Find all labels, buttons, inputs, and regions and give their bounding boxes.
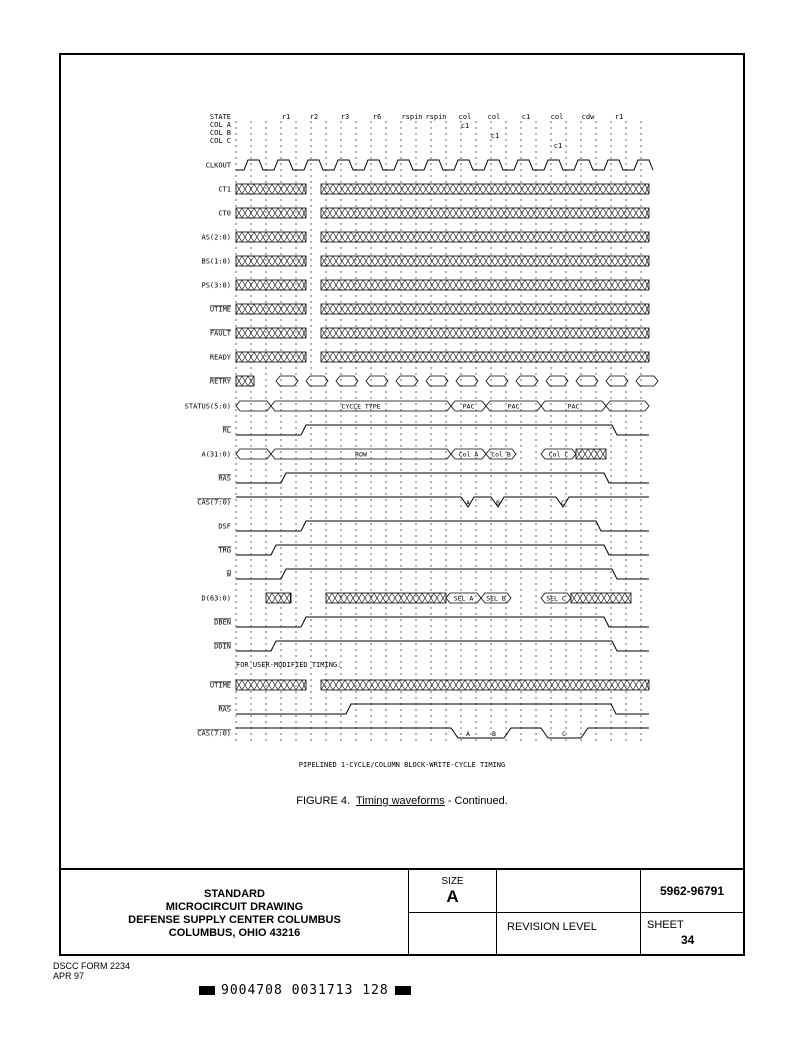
barcode-text: 9004708 0031713 128 (221, 983, 389, 998)
state-value: c1 (521, 113, 531, 121)
col-a-mark: c1 (460, 122, 470, 130)
retry-bus (486, 376, 508, 386)
signal-20-waveform (236, 641, 649, 651)
retry-bus (606, 376, 628, 386)
data-sel-b-label: SEL B (486, 594, 506, 603)
signal-label: TRG (218, 546, 231, 555)
barcode-block-right (395, 986, 411, 995)
user-signal-label: CAS(7:0) (197, 729, 231, 738)
state-label: STATE (209, 113, 231, 121)
cas-b: B (496, 499, 500, 507)
user-cas-b: B (492, 730, 496, 738)
state-value: r6 (372, 113, 382, 121)
user-signal-label: UTIME (209, 681, 231, 690)
cas-c: C (561, 499, 565, 507)
state-value: r1 (281, 113, 291, 121)
status-cycle-type-label: CYCLE TYPE (341, 402, 381, 411)
signal-label: CLKOUT (205, 161, 231, 170)
col-label: COL B (209, 129, 231, 137)
signal-label: UTIME (209, 305, 231, 314)
addr-col-b-label: Col B (491, 450, 511, 459)
signal-label: DBEN (214, 618, 231, 627)
addr-col-c-label: Col C (548, 450, 569, 459)
retry-bus (366, 376, 388, 386)
sheet-label: SHEET (647, 919, 684, 931)
signal-label: RL (222, 426, 231, 435)
std-line-1: STANDARD (204, 888, 265, 900)
revision-level-label: REVISION LEVEL (497, 913, 641, 956)
form-id (53, 961, 130, 981)
retry-bus (516, 376, 538, 386)
state-value: r1 (614, 113, 624, 121)
size-cell (409, 870, 497, 913)
addr-col-a-label: Col A (458, 450, 479, 459)
barcode-block-left (199, 986, 215, 995)
form-number: DSCC FORM 2234 (53, 961, 131, 971)
col-c-mark: c1 (553, 142, 563, 150)
state-value: rspin (401, 113, 423, 121)
user-cas-waveform (236, 728, 649, 738)
col-b-mark: c1 (490, 132, 500, 140)
signal-label: DSF (218, 522, 231, 531)
status-pac-2-label: PAC (507, 402, 520, 411)
figure-caption (61, 795, 743, 807)
retry-bus (426, 376, 448, 386)
signal-15-waveform (236, 521, 649, 531)
caption-prefix: FIGURE 4. (296, 795, 351, 807)
signal-label: CAS(7:0) (197, 498, 231, 507)
title-block (61, 868, 743, 956)
barcode (193, 983, 417, 998)
retry-bus (276, 376, 298, 386)
retry-bus (336, 376, 358, 386)
caption-suffix: - Continued. (444, 795, 508, 807)
status-bus-end (606, 401, 649, 411)
retry-bus (576, 376, 598, 386)
signal-label: PS(3:0) (201, 281, 231, 290)
signal-16-waveform (236, 545, 649, 555)
timing-diagram (61, 55, 743, 795)
cas-waveform (236, 497, 649, 507)
form-date: APR 97 (53, 971, 85, 981)
state-value: rspin (425, 113, 447, 121)
data-sel-c-label: SEL C (546, 594, 566, 603)
signal-label: FAULT (209, 329, 231, 338)
std-line-2: MICROCIRCUIT DRAWING (165, 901, 304, 913)
signal-label: RETRY (209, 377, 231, 386)
retry-bus (636, 376, 658, 386)
size-value: A (446, 887, 459, 906)
std-line-3: DEFENSE SUPPLY CENTER COLUMBUS (128, 914, 341, 926)
user-ras-waveform (236, 704, 649, 714)
user-cas-a: A (466, 730, 470, 738)
state-value: col (550, 113, 564, 121)
drawing-number: 5962-96791 (641, 870, 743, 913)
signal-label: CT0 (218, 209, 231, 218)
signal-11-waveform (236, 425, 649, 435)
signal-17-waveform (236, 569, 649, 579)
signal-label: READY (209, 353, 231, 362)
state-value: col (458, 113, 472, 121)
retry-bus (456, 376, 478, 386)
state-value: r3 (340, 113, 350, 121)
retry-bus (306, 376, 328, 386)
status-pac-3-label: PAC (567, 402, 580, 411)
blank-cell-2 (409, 913, 497, 956)
state-value: r2 (309, 113, 319, 121)
signal-label: CT1 (218, 185, 231, 194)
col-label: COL A (209, 121, 231, 129)
signal-label: RAS (218, 474, 231, 483)
signal-19-waveform (236, 617, 649, 627)
signal-label: AS(2:0) (201, 233, 231, 242)
signal-label: D(63:0) (201, 594, 231, 603)
standard-block (61, 870, 409, 956)
signal-label: W (226, 570, 231, 579)
sheet-number: 34 (681, 933, 695, 947)
user-cas-c: C (562, 730, 566, 738)
timing-figure (61, 55, 743, 868)
caption-link: Timing waveforms (355, 795, 445, 807)
signal-label: A(31:0) (201, 450, 231, 459)
signal-13-waveform (236, 473, 649, 483)
state-value: col (487, 113, 501, 121)
col-label: COL C (209, 137, 231, 145)
user-note: FOR USER-MODIFIED TIMING: (236, 661, 342, 669)
retry-bus (396, 376, 418, 386)
addr-row-label: ROW (355, 450, 367, 459)
sheet-cell (641, 913, 743, 956)
std-line-4: COLUMBUS, OHIO 43216 (168, 927, 301, 939)
state-value: cdw (581, 113, 595, 121)
signal-label: STATUS(5:0) (184, 402, 231, 411)
retry-bus (546, 376, 568, 386)
user-signal-label: RAS (218, 705, 231, 714)
status-pac-1-label: PAC (462, 402, 475, 411)
cas-a: A (466, 499, 470, 507)
diagram-title: PIPELINED 1-CYCLE/COLUMN BLOCK-WRITE-CYCLE TIMING (298, 761, 506, 769)
signal-label: DDIN (214, 642, 231, 651)
data-sel-a-label: SEL A (453, 594, 474, 603)
size-label: SIZE (441, 876, 464, 887)
blank-cell (497, 870, 641, 913)
signal-label: BS(1:0) (201, 257, 231, 266)
drawing-frame (59, 53, 745, 956)
clkout-waveform (236, 160, 653, 170)
